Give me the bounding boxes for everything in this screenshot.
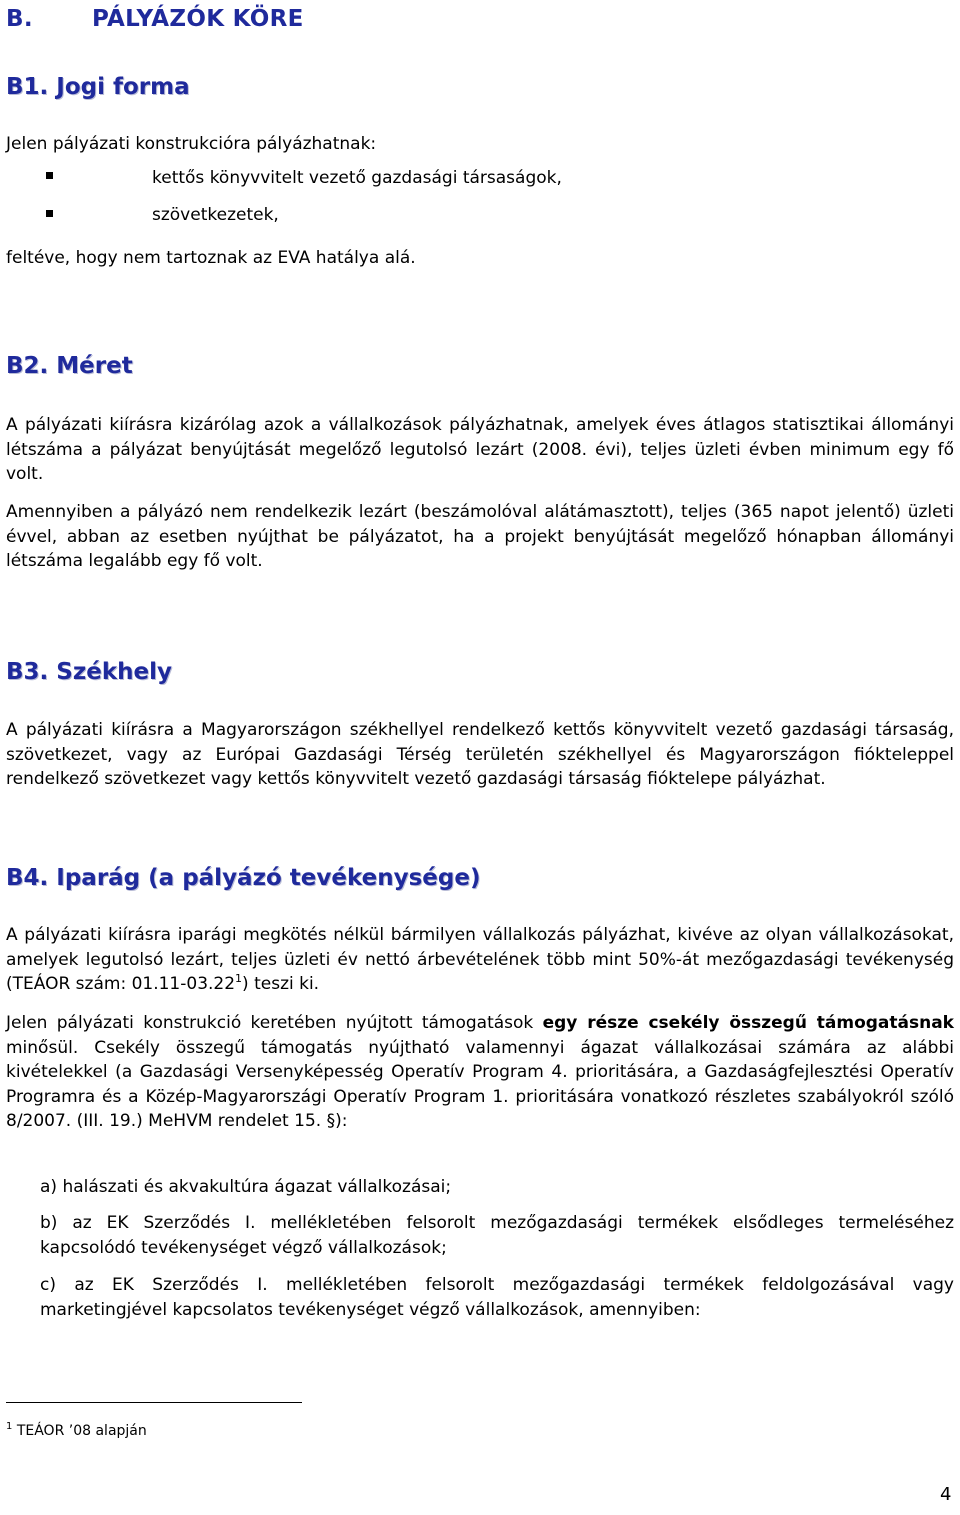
b4-paragraph-1-text: A pályázati kiírásra iparági megkötés nélkül bármilyen vállalkozás pályázhat, kivéve az olyan vállalkozásokat, amelyek legutolsó lezárt, teljes üzleti év nettó árbevételének több mint 50%-át mezőgazdasági tevékenység (TEÁOR szám: 01.11-03.22: [6, 925, 954, 994]
b4-paragraph-1-end: ) teszi ki.: [242, 974, 320, 994]
b2-paragraph-1: A pályázati kiírásra kizárólag azok a vállalkozások pályázhatnak, amelyek éves átlagos statisztikai állományi létszáma a pályázat benyújtását megelőző legutolsó lezárt (2008. évi), teljes üzleti évben minimum egy fő volt.: [6, 415, 954, 484]
b4-paragraph-2-bold: egy része csekély összegű támogatásnak: [542, 1013, 954, 1033]
b1-outro: feltéve, hogy nem tartoznak az EVA hatálya alá.: [6, 248, 416, 268]
b4-paragraph-2: [6, 1011, 954, 1134]
bullet-marker: [46, 210, 53, 217]
main-heading-title: PÁLYÁZÓK KÖRE: [92, 6, 304, 32]
b4-item-a: a) halászati és akvakultúra ágazat vállalkozásai;: [40, 1177, 452, 1197]
footnote-text: TEÁOR ’08 alapján: [16, 1423, 147, 1439]
section-b1-title: B1. Jogi forma: [6, 74, 190, 100]
b1-bullet-1: kettős könyvvitelt vezető gazdasági társaságok,: [152, 168, 562, 188]
b3-paragraph: A pályázati kiírásra a Magyarországon székhellyel rendelkező kettős könyvvitelt vezető gazdasági társaság, szövetkezet, vagy az Európai Gazdasági Térség területén székhellyel és Magyarországon fiókteleppel rendelkező szövetkezet vagy kettős könyvvitelt vezető gazdasági társaság fióktelepe pályázhat.: [6, 720, 954, 789]
section-b4-title: B4. Iparág (a pályázó tevékenysége): [6, 865, 481, 891]
b4-paragraph-1: [6, 923, 954, 999]
b1-intro: Jelen pályázati konstrukcióra pályázhatnak:: [6, 134, 377, 154]
footnote-mark: 1: [6, 1421, 13, 1432]
b2-paragraph-2: Amennyiben a pályázó nem rendelkezik lezárt (beszámolóval alátámasztott), teljes (365 napot jelentő) üzleti évvel, abban az esetben nyújthat be pályázatot, ha a projekt benyújtását megelőző hónapban állományi létszáma legalább egy fő volt.: [6, 502, 954, 571]
section-b3-title: B3. Székhely: [6, 659, 172, 685]
main-heading: [6, 6, 304, 32]
footnote-reference: 1: [235, 972, 243, 985]
b1-bullet-2: szövetkezetek,: [152, 205, 279, 225]
footnote-separator: [6, 1402, 302, 1403]
b4-item-c: c) az EK Szerződés I. mellékletében felsorolt mezőgazdasági termékek feldolgozásával vagy marketingjével kapcsolatos tevékenységet végző vállalkozások, amennyiben:: [40, 1275, 954, 1320]
b4-paragraph-2-rest: minősül. Csekély összegű támogatás nyújtható valamennyi ágazat vállalkozásai számára az alábbi kivételekkel (a Gazdasági Versenyképesség Operatív Program 4. prioritására, a Gazdaságfejlesztési Operatív Programra és a Közép-Magyarországi Operatív Program 1. prioritására vonatkozó részletes szabályokról szóló 8/2007. (III. 19.) MeHVM rendelet 15. §):: [6, 1037, 954, 1131]
bullet-marker: [46, 172, 53, 179]
footnote: [6, 1423, 147, 1439]
section-b2-title: B2. Méret: [6, 353, 133, 379]
main-heading-number: B.: [6, 6, 33, 32]
b4-paragraph-2-lead: Jelen pályázati konstrukció keretében nyújtott támogatások: [6, 1013, 543, 1033]
page-number: 4: [940, 1484, 952, 1505]
b4-item-b: b) az EK Szerződés I. mellékletében felsorolt mezőgazdasági termékek elsődleges termeléséhez kapcsolódó tevékenységet végző vállalkozások;: [40, 1213, 954, 1258]
